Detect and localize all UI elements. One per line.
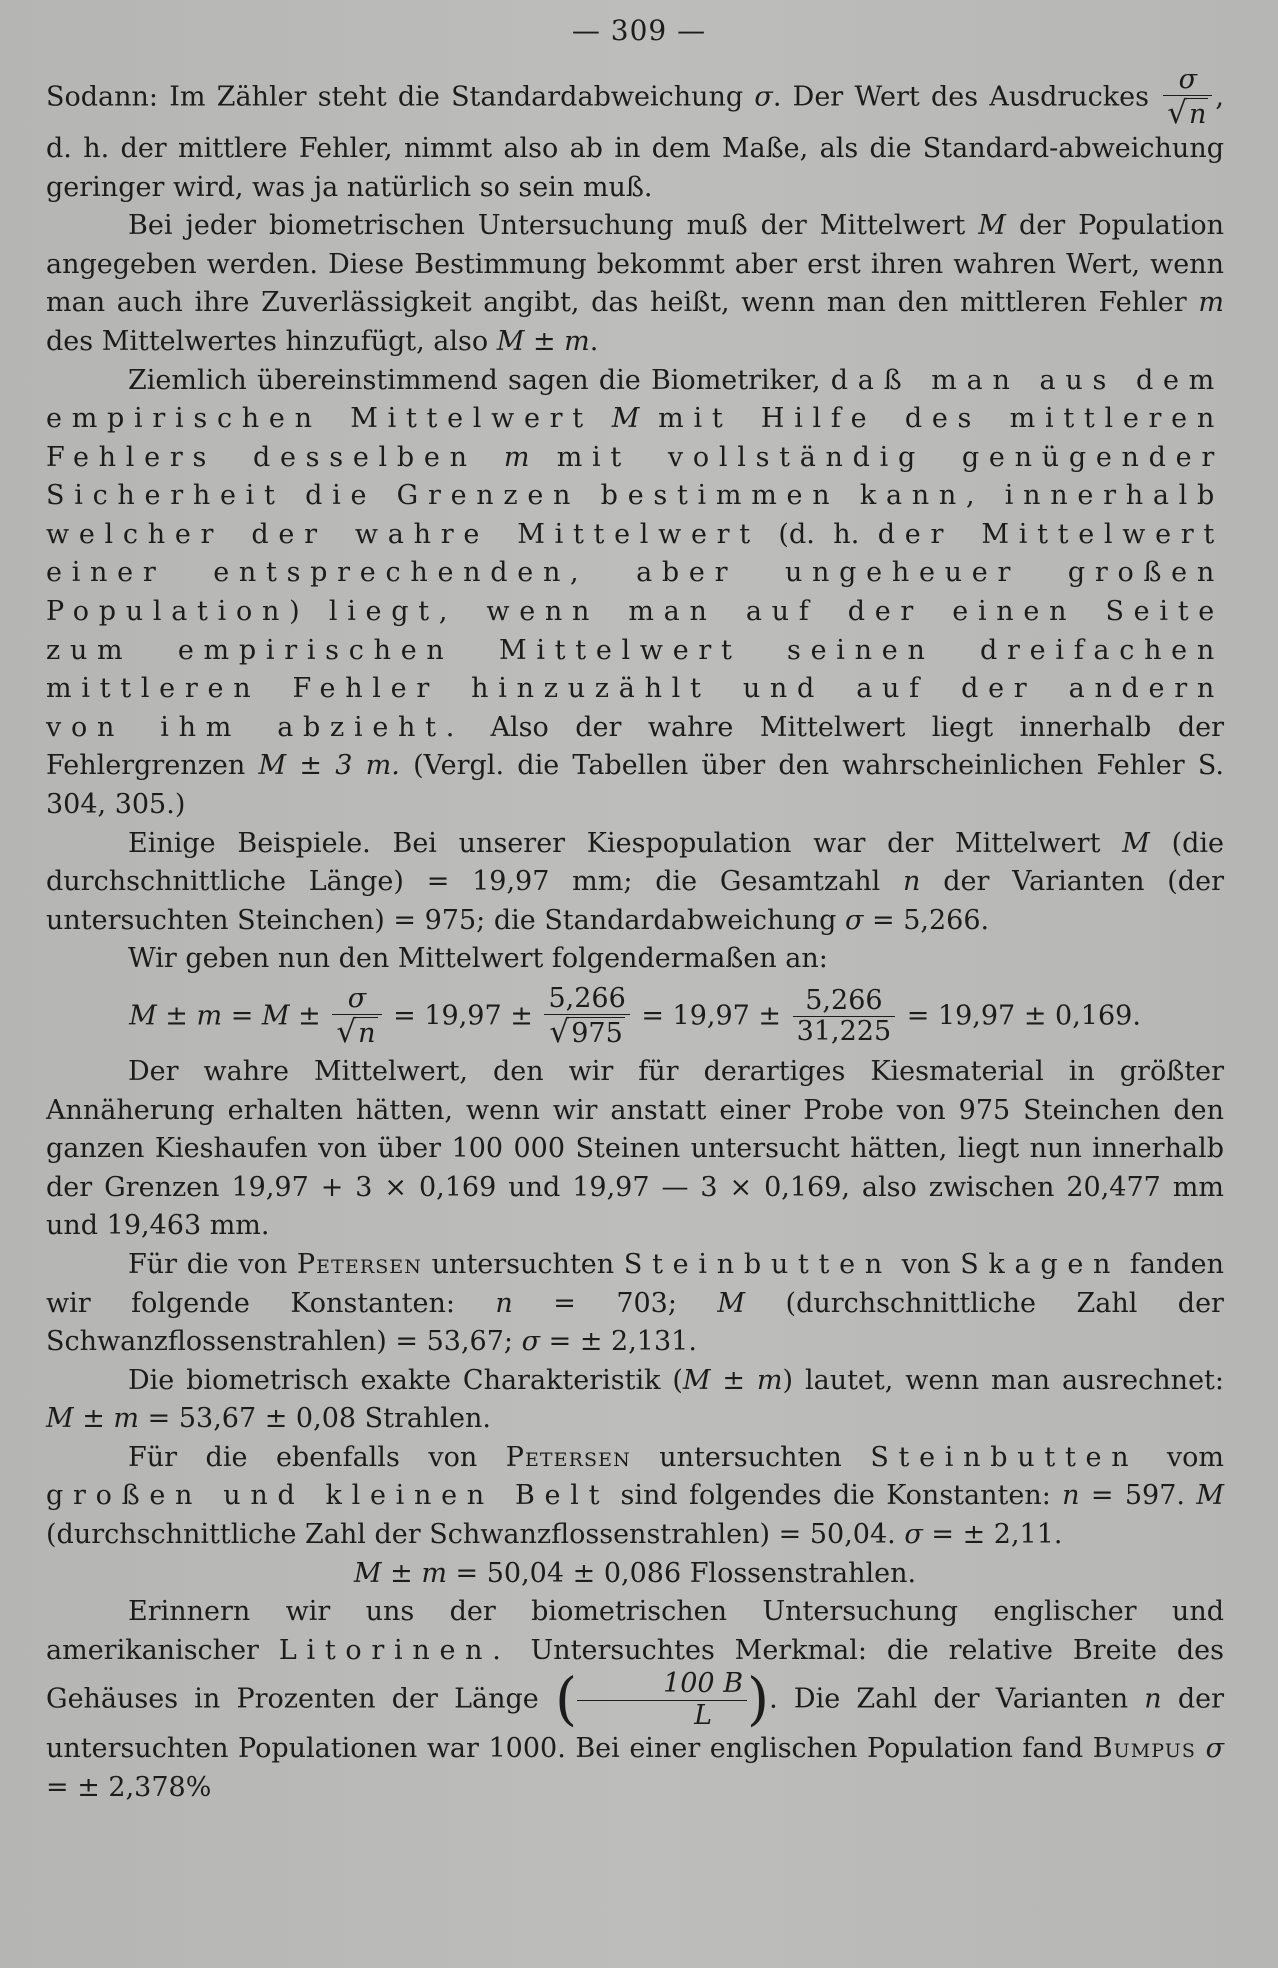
paragraph-3: Ziemlich übereinstimmend sagen die Biometriker, daß man aus dem empirischen Mittelwert M mit Hilfe des mittleren Fehlers desselben m mit vollständig genügender Sicherheit die Grenzen bestimmen kann, innerhalb welcher der wahre Mittelwert (d. h. der Mittelwert einer entsprechenden, aber ungeheuer großen Population) liegt, wenn man auf der einen Seite zum empirischen Mittelwert seinen dreifachen mittleren Fehler hinzuzählt und auf der andern von ihm abzieht. Also der wahre Mittelwert liegt innerhalb der Fehlergrenzen M ± 3 m. (Vergl. die Tabellen über den wahrscheinlichen Fehler S. 304, 305.) bbox=[46, 364, 1224, 821]
paragraph-4: Einige Beispiele. Bei unserer Kiespopulation war der Mittelwert M (die durchschnittliche Länge) = 19,97 mm; die Gesamtzahl n der Varianten (der untersuchten Steinchen) = 975; die Standardabweichung σ = 5,266. bbox=[46, 827, 1224, 936]
paragraph-9: Für die ebenfalls von Petersen untersuchten Steinbutten vom großen und kleinen Belt sind folgendes die Konstanten: n = 597. M (durchschnittliche Zahl der Schwanzflossenstrahlen) = 50,04. σ = ± 2,11. bbox=[46, 1441, 1224, 1551]
text-run: , d. h. der mittlere Fehler, nimmt also ab in dem Maße, als die Standard-abweichung geringer wird, was ja natürlich so sein muß. bbox=[46, 81, 1224, 203]
formula-mean-error: M ± m = M ± $\frac{\sigma}{√n}$ = 19,97 ± $\frac{5,266}{√975}$ = 19,97 ± $\frac{5,266}{31,225}$ = 19,97 ± 0,169. bbox=[129, 983, 1141, 1051]
formula-belt: M ± m = 50,04 ± 0,086 Flossenstrahlen. bbox=[353, 1557, 917, 1589]
text-run: Sodann: Im Zähler steht die Standardabweichung bbox=[46, 81, 744, 113]
paragraph-5: Wir geben nun den Mittelwert folgendermaßen an: bbox=[128, 943, 828, 975]
fraction-sigma-sqrt-n: $\frac{\sigma}{√n}$ bbox=[1163, 66, 1212, 130]
body-text bbox=[46, 66, 1224, 1807]
paragraph-6: Der wahre Mittelwert, den wir für derartiges Kiesmaterial in größter Annäherung erhalten hätten, wenn wir anstatt einer Probe von 975 Steinchen den ganzen Kieshaufen von über 100 000 Steinen untersucht hätten, liegt nun innerhalb der Grenzen 19,97 + 3 × 0,169 und 19,97 — 3 × 0,169, also zwischen 20,477 mm und 19,463 mm. bbox=[46, 1055, 1224, 1242]
paragraph-10: Erinnern wir uns der biometrischen Untersuchung englischer und amerikanischer Litorinen. Untersuchtes Merkmal: die relative Breite des Gehäuses in Prozenten der Länge ( $\frac{100 B}{L}$ ). Die Zahl der Varianten n der untersuchten Populationen war 1000. Bei einer englischen Population fand Bumpus σ = ± 2,378% bbox=[46, 1596, 1224, 1803]
text-run: . Der Wert des Ausdruckes bbox=[772, 81, 1149, 113]
page-number: — 309 — bbox=[571, 14, 707, 47]
paragraph-1 bbox=[46, 66, 1224, 207]
paragraph-2: Bei jeder biometrischen Untersuchung muß der Mittelwert M der Population angegeben werden. Diese Bestimmung bekommt aber erst ihren wahren Wert, wenn man auch ihre Zuverlässigkeit angibt, das heißt, wenn man den mittleren Fehler m des Mittelwertes hinzufügt, also M ± m. bbox=[46, 210, 1224, 357]
paragraph-7: Für die von Petersen untersuchten Steinbutten von Skagen fanden wir folgende Konstanten: n = 703; M (durchschnittliche Zahl der Schwanzflossenstrahlen) = 53,67; σ = ± 2,131. bbox=[46, 1248, 1224, 1358]
symbol-sigma: σ bbox=[754, 81, 773, 113]
fraction-100B-L: $\frac{100 B}{L}$ bbox=[577, 1670, 747, 1730]
paragraph-8: Die biometrisch exakte Charakteristik (M ± m) lautet, wenn man ausrechnet: M ± m = 53,67 ± 0,08 Strahlen. bbox=[46, 1364, 1224, 1435]
